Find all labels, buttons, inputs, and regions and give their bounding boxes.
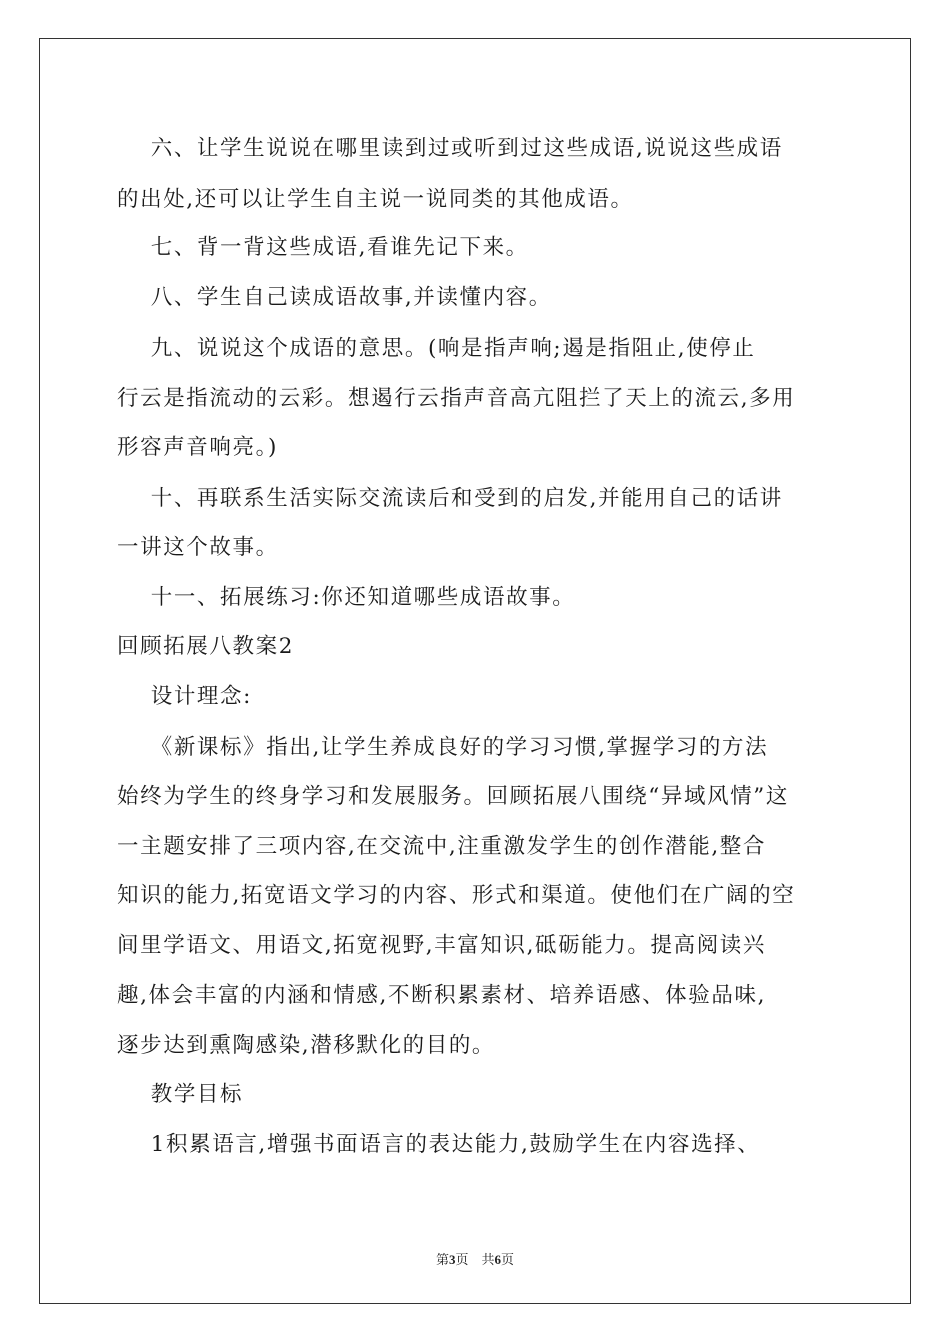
text-line: 的出处,还可以让学生自主说一说同类的其他成语。: [117, 187, 634, 212]
text-line: 趣,体会丰富的内涵和情感,不断积累素材、培养语感、体验品味,: [117, 983, 767, 1008]
text-line: 始终为学生的终身学习和发展服务。回顾拓展八围绕“异域风情”这: [117, 784, 789, 809]
total-label-suffix: 页: [501, 1252, 515, 1267]
text-line: 逐步达到熏陶感染,潜移默化的目的。: [117, 1033, 496, 1058]
text-line: 一讲这个故事。: [117, 535, 279, 560]
page-label-prefix: 第: [435, 1252, 449, 1267]
text-line: 行云是指流动的云彩。想遏行云指声音高亢阻拦了天上的流云,多用: [117, 386, 796, 411]
page-label-suffix: 页: [455, 1252, 469, 1267]
text-line: 十一、拓展练习:你还知道哪些成语故事。: [117, 585, 576, 610]
page-number: 3: [448, 1252, 456, 1267]
page-footer: [0, 1249, 950, 1268]
text-line: 《新课标》指出,让学生养成良好的学习习惯,掌握学习的方法: [117, 735, 769, 760]
total-label-prefix: 共: [481, 1252, 495, 1267]
text-line: 间里学语文、用语文,拓宽视野,丰富知识,砥砺能力。提高阅读兴: [117, 933, 767, 958]
total-pages: 6: [494, 1252, 502, 1267]
text-line: 知识的能力,拓宽语文学习的内容、形式和渠道。使他们在广阔的空: [117, 883, 796, 908]
text-line: 八、学生自己读成语故事,并读懂内容。: [117, 285, 552, 310]
text-line: 九、说说这个成语的意思。(响是指声响;遏是指阻止,使停止: [117, 336, 756, 361]
text-line: 一主题安排了三项内容,在交流中,注重激发学生的创作潜能,整合: [117, 834, 767, 859]
text-line: 设计理念:: [117, 684, 252, 709]
text-line: 形容声音响亮。): [117, 435, 278, 460]
text-line: 七、背一背这些成语,看谁先记下来。: [117, 235, 529, 260]
text-line: 1积累语言,增强书面语言的表达能力,鼓励学生在内容选择、: [117, 1132, 761, 1157]
text-line: 教学目标: [117, 1082, 244, 1107]
section-heading: 回顾拓展八教案2: [117, 634, 294, 659]
text-line: 六、让学生说说在哪里读到过或听到过这些成语,说说这些成语: [117, 136, 783, 161]
text-line: 十、再联系生活实际交流读后和受到的启发,并能用自己的话讲: [117, 486, 783, 511]
page-border: [39, 38, 911, 1304]
